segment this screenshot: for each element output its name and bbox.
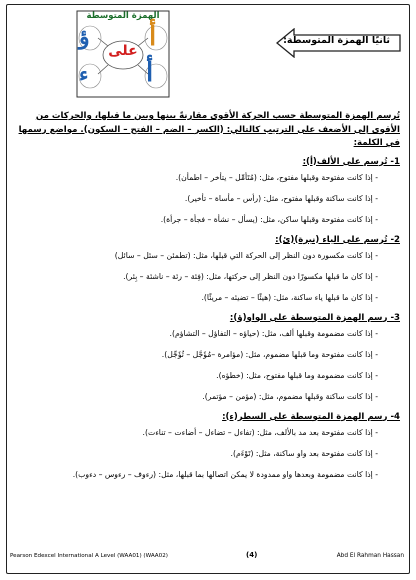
rule-item: - إذا كانت ساكنة وقبلها مفتوح، مثل: (رأس – مأساة – تأخير). [184, 193, 378, 203]
section-arrow-banner [276, 28, 402, 58]
rule-item: - إذا كانت مفتوحة وقبلها مفتوح، مثل: (مُتَأمِّل – يتأخر – اطمأن). [175, 172, 378, 182]
hamza-on-waw-glyph: ؤ [79, 24, 90, 50]
diagram-center-word: على [108, 43, 138, 59]
rule-item: - إذا كانت مفتوحة بعد واو ساكنة، مثل: (تَوْءَم). [230, 448, 378, 458]
rule-item: - إذا كانت مضمومة وقبلها ألف، مثل: (حياؤه – التفاؤل – التشاؤم). [169, 328, 378, 338]
hamza-on-line-glyph: ء [79, 62, 89, 86]
rule-item: - إذا كان ما قبلها مكسورًا دون النظر إلى حركتها، مثل: (فِئة – رئة – ناشئة – بِئر). [123, 271, 378, 281]
section-alef [18, 157, 400, 225]
section-ya [18, 235, 400, 303]
rule-item: - إذا كانت مفتوحة وما قبلها مضموم، مثل: (مؤامرة –مُؤَجَّل – تُؤَجِّل). [161, 349, 378, 359]
section-heading: 2- تُرسم على الياء (نبرة)(ئ): [275, 234, 400, 245]
section-heading: 4- رسم الهمزة المتوسطة على السطر(ء): [222, 411, 400, 422]
diagram-title: الهمزة المتوسطة [86, 11, 160, 21]
rule-item: - إذا كان ما قبلها ياء ساكنة، مثل: (هيئًا – تضيئه – مريئًا). [201, 292, 378, 302]
section-waw [18, 313, 400, 402]
page-number: (4) [246, 551, 258, 559]
section-title: ثانيًا الهمزة المتوسطة: [283, 35, 390, 46]
rule-item: - إذا كانت مكسورة دون النظر إلى الحركة التي قبلها، مثل: (تطمئن – سئل – سائل) [114, 250, 378, 260]
rule-item: - إذا كانت ساكنة وقبلها مضموم، مثل: (مؤمن – مؤتمر). [202, 391, 378, 401]
main-content [18, 110, 400, 490]
section-line [18, 412, 400, 480]
section-heading: 3- رسم الهمزة المتوسطة على الواو(ؤ): [229, 312, 400, 323]
rule-item: - إذا كانت مضمومة وبعدها واو ممدودة لا يمكن اتصالها بما قبلها، مثل: (رءوف – رءوس – دءوب). [72, 469, 378, 479]
section-heading: 1- تُرسم على الألف(أ): [302, 156, 400, 167]
footer-course: Pearson Edexcel International A Level (WAA01) (WAA02) [10, 553, 168, 559]
hamza-diagram [76, 10, 170, 98]
rule-item: - إذا كانت مفتوحة وقبلها ساكن، مثل: (يسأل – نشأة – فجأة – جرأة). [160, 214, 378, 224]
hamza-on-alef-glyph: أ [149, 22, 157, 52]
rule-item: - إذا كانت مفتوحة بعد مد بالألف، مثل: (تفاءل – تضاءل – أضاءت – تناءت). [142, 427, 378, 437]
hamza-on-alef-glyph-2: أ [146, 58, 154, 88]
rule-item: - إذا كانت مضمومة وما قبلها مفتوح، مثل: (خطؤه). [216, 370, 378, 380]
footer-author: Abd El Rahman Hassan [336, 553, 404, 559]
intro-paragraph: تُرسم الهمزة المتوسطة حسب الحركة الأقوى مقارنةً بينها وبين ما قبلها، والحركات من الأقوى إلى الأضعف على الترتيب كالتالي: (الكسر – الضم – الفتح – السكون). مواضع رسمها في الكلمة: [18, 111, 400, 148]
